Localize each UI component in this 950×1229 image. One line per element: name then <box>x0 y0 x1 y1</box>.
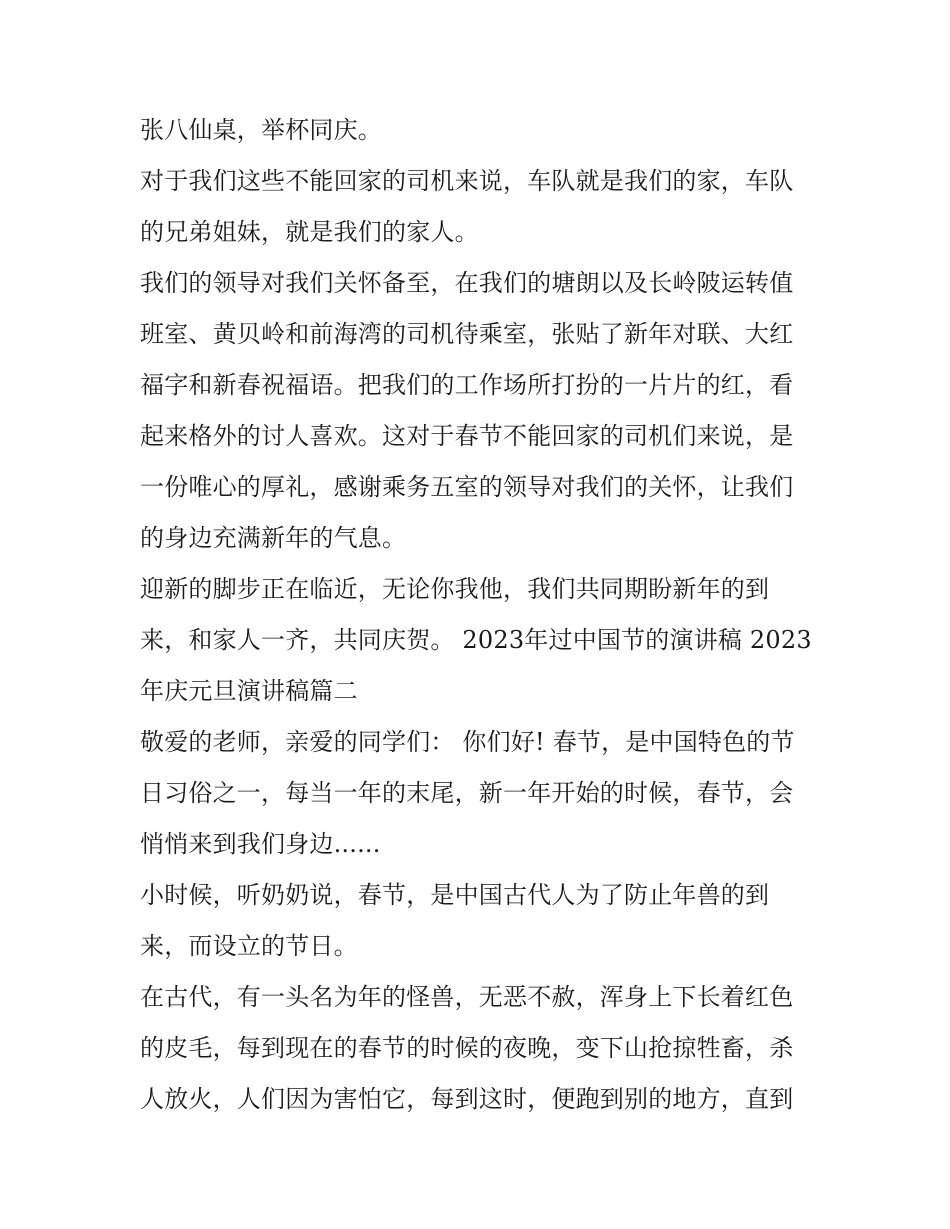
text-line: 年庆元旦演讲稿篇二 <box>140 677 358 705</box>
text-line: 在古代，有一头名为年的怪兽，无恶不赦，浑身上下长着红色 <box>140 983 794 1011</box>
text-line: 悄悄来到我们身边...... <box>140 830 381 858</box>
text-line: 对于我们这些不能回家的司机来说，车队就是我们的家，车队 <box>140 167 794 195</box>
text-line: 的兄弟姐妹，就是我们的家人。 <box>140 218 479 246</box>
text-line: 人放火，人们因为害怕它，每到这时，便跑到别的地方，直到 <box>140 1085 794 1113</box>
text-line: 的身边充满新年的气息。 <box>140 524 407 552</box>
text-line: 福字和新春祝福语。把我们的工作场所打扮的一片片的红，看 <box>140 371 794 399</box>
text-line: 班室、黄贝岭和前海湾的司机待乘室，张贴了新年对联、大红 <box>140 320 794 348</box>
text-line: 起来格外的讨人喜欢。这对于春节不能回家的司机们来说，是 <box>140 422 794 450</box>
text-line: 我们的领导对我们关怀备至，在我们的塘朗以及长岭陂运转值 <box>140 269 794 297</box>
text-line: 迎新的脚步正在临近，无论你我他，我们共同期盼新年的到 <box>140 575 770 603</box>
text-line: 来，和家人一齐，共同庆贺。 2023年过中国节的演讲稿 2023 <box>140 626 812 654</box>
text-line: 一份唯心的厚礼，感谢乘务五室的领导对我们的关怀，让我们 <box>140 473 794 501</box>
text-line: 张八仙桌，举杯同庆。 <box>140 116 382 144</box>
text-line: 来，而设立的节日。 <box>140 932 358 960</box>
text-line: 的皮毛，每到现在的春节的时候的夜晚，变下山抢掠牲畜，杀 <box>140 1034 794 1062</box>
text-line: 敬爱的老师，亲爱的同学们： 你们好! 春节，是中国特色的节 <box>140 728 795 756</box>
text-line: 小时候，听奶奶说，春节，是中国古代人为了防止年兽的到 <box>140 881 770 909</box>
text-line: 日习俗之一，每当一年的末尾，新一年开始的时候，春节，会 <box>140 779 794 807</box>
document-body <box>140 105 820 1125</box>
